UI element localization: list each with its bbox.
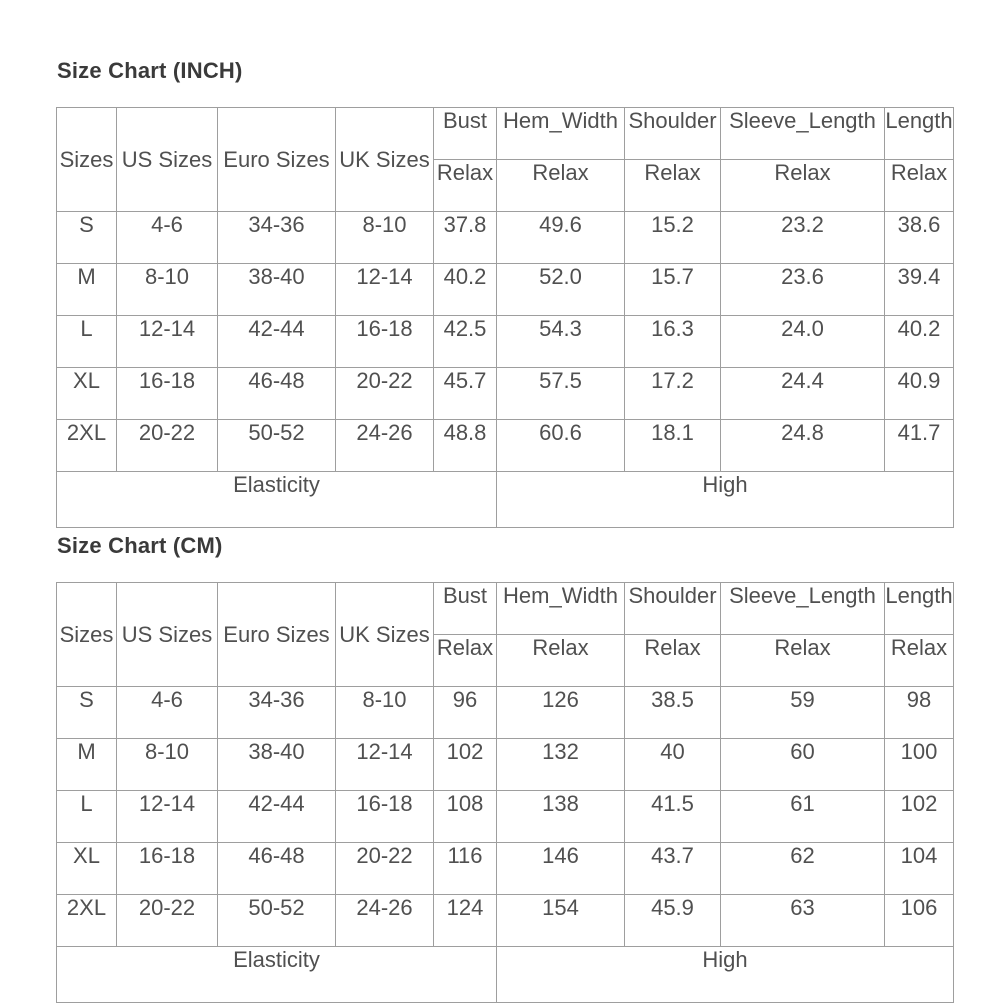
relax-cell: Relax	[885, 160, 954, 212]
value-cell: 41.7	[885, 420, 954, 472]
relax-cell: Relax	[721, 635, 885, 687]
value-cell: 54.3	[497, 316, 625, 368]
header-cell-shoulder: Shoulder	[625, 583, 721, 635]
value-cell: 50-52	[218, 420, 336, 472]
size-label-cell: 2XL	[57, 895, 117, 947]
header-cell-hem-width: Hem_Width	[497, 583, 625, 635]
value-cell: 49.6	[497, 212, 625, 264]
value-cell: 8-10	[117, 739, 218, 791]
size-label-cell: XL	[57, 368, 117, 420]
header-cell-uk-sizes: UK Sizes	[336, 108, 434, 212]
value-cell: 41.5	[625, 791, 721, 843]
value-cell: 23.6	[721, 264, 885, 316]
value-cell: 50-52	[218, 895, 336, 947]
value-cell: 46-48	[218, 368, 336, 420]
size-label-cell: L	[57, 791, 117, 843]
table-row	[57, 739, 954, 791]
elasticity-cell: Elasticity	[57, 472, 497, 528]
value-cell: 42-44	[218, 316, 336, 368]
elasticity-cell: Elasticity	[57, 947, 497, 1003]
value-cell: 18.1	[625, 420, 721, 472]
value-cell: 57.5	[497, 368, 625, 420]
value-cell: 52.0	[497, 264, 625, 316]
header-row-main	[57, 108, 954, 160]
size-label-cell: S	[57, 687, 117, 739]
value-cell: 24-26	[336, 895, 434, 947]
table-body	[57, 687, 954, 947]
value-cell: 45.9	[625, 895, 721, 947]
value-cell: 16-18	[117, 843, 218, 895]
header-cell-sizes: Sizes	[57, 108, 117, 212]
value-cell: 24-26	[336, 420, 434, 472]
table-header	[57, 583, 954, 687]
value-cell: 23.2	[721, 212, 885, 264]
value-cell: 46-48	[218, 843, 336, 895]
value-cell: 20-22	[117, 420, 218, 472]
table-row	[57, 212, 954, 264]
relax-cell: Relax	[625, 635, 721, 687]
relax-cell: Relax	[625, 160, 721, 212]
value-cell: 42.5	[434, 316, 497, 368]
value-cell: 146	[497, 843, 625, 895]
value-cell: 108	[434, 791, 497, 843]
value-cell: 138	[497, 791, 625, 843]
value-cell: 15.7	[625, 264, 721, 316]
value-cell: 154	[497, 895, 625, 947]
table-row	[57, 687, 954, 739]
value-cell: 100	[885, 739, 954, 791]
value-cell: 48.8	[434, 420, 497, 472]
value-cell: 60.6	[497, 420, 625, 472]
size-chart-cm-title: Size Chart (CM)	[57, 533, 223, 558]
value-cell: 96	[434, 687, 497, 739]
value-cell: 43.7	[625, 843, 721, 895]
value-cell: 40.2	[885, 316, 954, 368]
size-label-cell: L	[57, 316, 117, 368]
table-row	[57, 895, 954, 947]
value-cell: 15.2	[625, 212, 721, 264]
footer-row	[57, 472, 954, 528]
header-cell-bust: Bust	[434, 108, 497, 160]
value-cell: 34-36	[218, 212, 336, 264]
value-cell: 16.3	[625, 316, 721, 368]
value-cell: 12-14	[336, 264, 434, 316]
size-label-cell: XL	[57, 843, 117, 895]
value-cell: 116	[434, 843, 497, 895]
relax-cell: Relax	[885, 635, 954, 687]
value-cell: 106	[885, 895, 954, 947]
header-cell-sleeve-length: Sleeve_Length	[721, 583, 885, 635]
value-cell: 45.7	[434, 368, 497, 420]
value-cell: 63	[721, 895, 885, 947]
value-cell: 8-10	[117, 264, 218, 316]
value-cell: 12-14	[117, 316, 218, 368]
value-cell: 40	[625, 739, 721, 791]
value-cell: 24.8	[721, 420, 885, 472]
value-cell: 124	[434, 895, 497, 947]
header-cell-euro-sizes: Euro Sizes	[218, 108, 336, 212]
value-cell: 98	[885, 687, 954, 739]
value-cell: 8-10	[336, 687, 434, 739]
value-cell: 4-6	[117, 212, 218, 264]
value-cell: 8-10	[336, 212, 434, 264]
elasticity-value-cell: High	[497, 947, 954, 1003]
value-cell: 12-14	[336, 739, 434, 791]
value-cell: 42-44	[218, 791, 336, 843]
header-cell-uk-sizes: UK Sizes	[336, 583, 434, 687]
value-cell: 38-40	[218, 739, 336, 791]
value-cell: 61	[721, 791, 885, 843]
size-label-cell: S	[57, 212, 117, 264]
value-cell: 102	[885, 791, 954, 843]
table-row	[57, 368, 954, 420]
size-label-cell: M	[57, 264, 117, 316]
size-chart-inch-title: Size Chart (INCH)	[57, 58, 243, 83]
table-header	[57, 108, 954, 212]
table-row	[57, 264, 954, 316]
footer-row	[57, 947, 954, 1003]
header-cell-shoulder: Shoulder	[625, 108, 721, 160]
value-cell: 39.4	[885, 264, 954, 316]
size-chart-inch-table	[56, 107, 954, 528]
size-label-cell: 2XL	[57, 420, 117, 472]
relax-cell: Relax	[721, 160, 885, 212]
header-cell-bust: Bust	[434, 583, 497, 635]
table-row	[57, 316, 954, 368]
relax-cell: Relax	[497, 635, 625, 687]
value-cell: 102	[434, 739, 497, 791]
value-cell: 59	[721, 687, 885, 739]
value-cell: 12-14	[117, 791, 218, 843]
value-cell: 37.8	[434, 212, 497, 264]
value-cell: 20-22	[117, 895, 218, 947]
relax-cell: Relax	[497, 160, 625, 212]
value-cell: 38-40	[218, 264, 336, 316]
header-cell-sizes: Sizes	[57, 583, 117, 687]
value-cell: 20-22	[336, 368, 434, 420]
value-cell: 24.0	[721, 316, 885, 368]
relax-cell: Relax	[434, 635, 497, 687]
value-cell: 16-18	[117, 368, 218, 420]
table-row	[57, 843, 954, 895]
header-cell-length: Length	[885, 583, 954, 635]
size-label-cell: M	[57, 739, 117, 791]
value-cell: 16-18	[336, 791, 434, 843]
table-footer	[57, 472, 954, 528]
value-cell: 104	[885, 843, 954, 895]
value-cell: 20-22	[336, 843, 434, 895]
value-cell: 38.6	[885, 212, 954, 264]
table-footer	[57, 947, 954, 1003]
elasticity-value-cell: High	[497, 472, 954, 528]
table-body	[57, 212, 954, 472]
value-cell: 40.2	[434, 264, 497, 316]
header-cell-euro-sizes: Euro Sizes	[218, 583, 336, 687]
header-cell-sleeve-length: Sleeve_Length	[721, 108, 885, 160]
value-cell: 40.9	[885, 368, 954, 420]
relax-cell: Relax	[434, 160, 497, 212]
value-cell: 34-36	[218, 687, 336, 739]
value-cell: 4-6	[117, 687, 218, 739]
header-cell-length: Length	[885, 108, 954, 160]
header-cell-hem-width: Hem_Width	[497, 108, 625, 160]
table-row	[57, 420, 954, 472]
value-cell: 62	[721, 843, 885, 895]
value-cell: 16-18	[336, 316, 434, 368]
header-cell-us-sizes: US Sizes	[117, 108, 218, 212]
value-cell: 17.2	[625, 368, 721, 420]
size-chart-cm-table	[56, 582, 954, 1003]
value-cell: 38.5	[625, 687, 721, 739]
table-row	[57, 791, 954, 843]
header-row-main	[57, 583, 954, 635]
value-cell: 24.4	[721, 368, 885, 420]
value-cell: 126	[497, 687, 625, 739]
value-cell: 60	[721, 739, 885, 791]
value-cell: 132	[497, 739, 625, 791]
header-cell-us-sizes: US Sizes	[117, 583, 218, 687]
